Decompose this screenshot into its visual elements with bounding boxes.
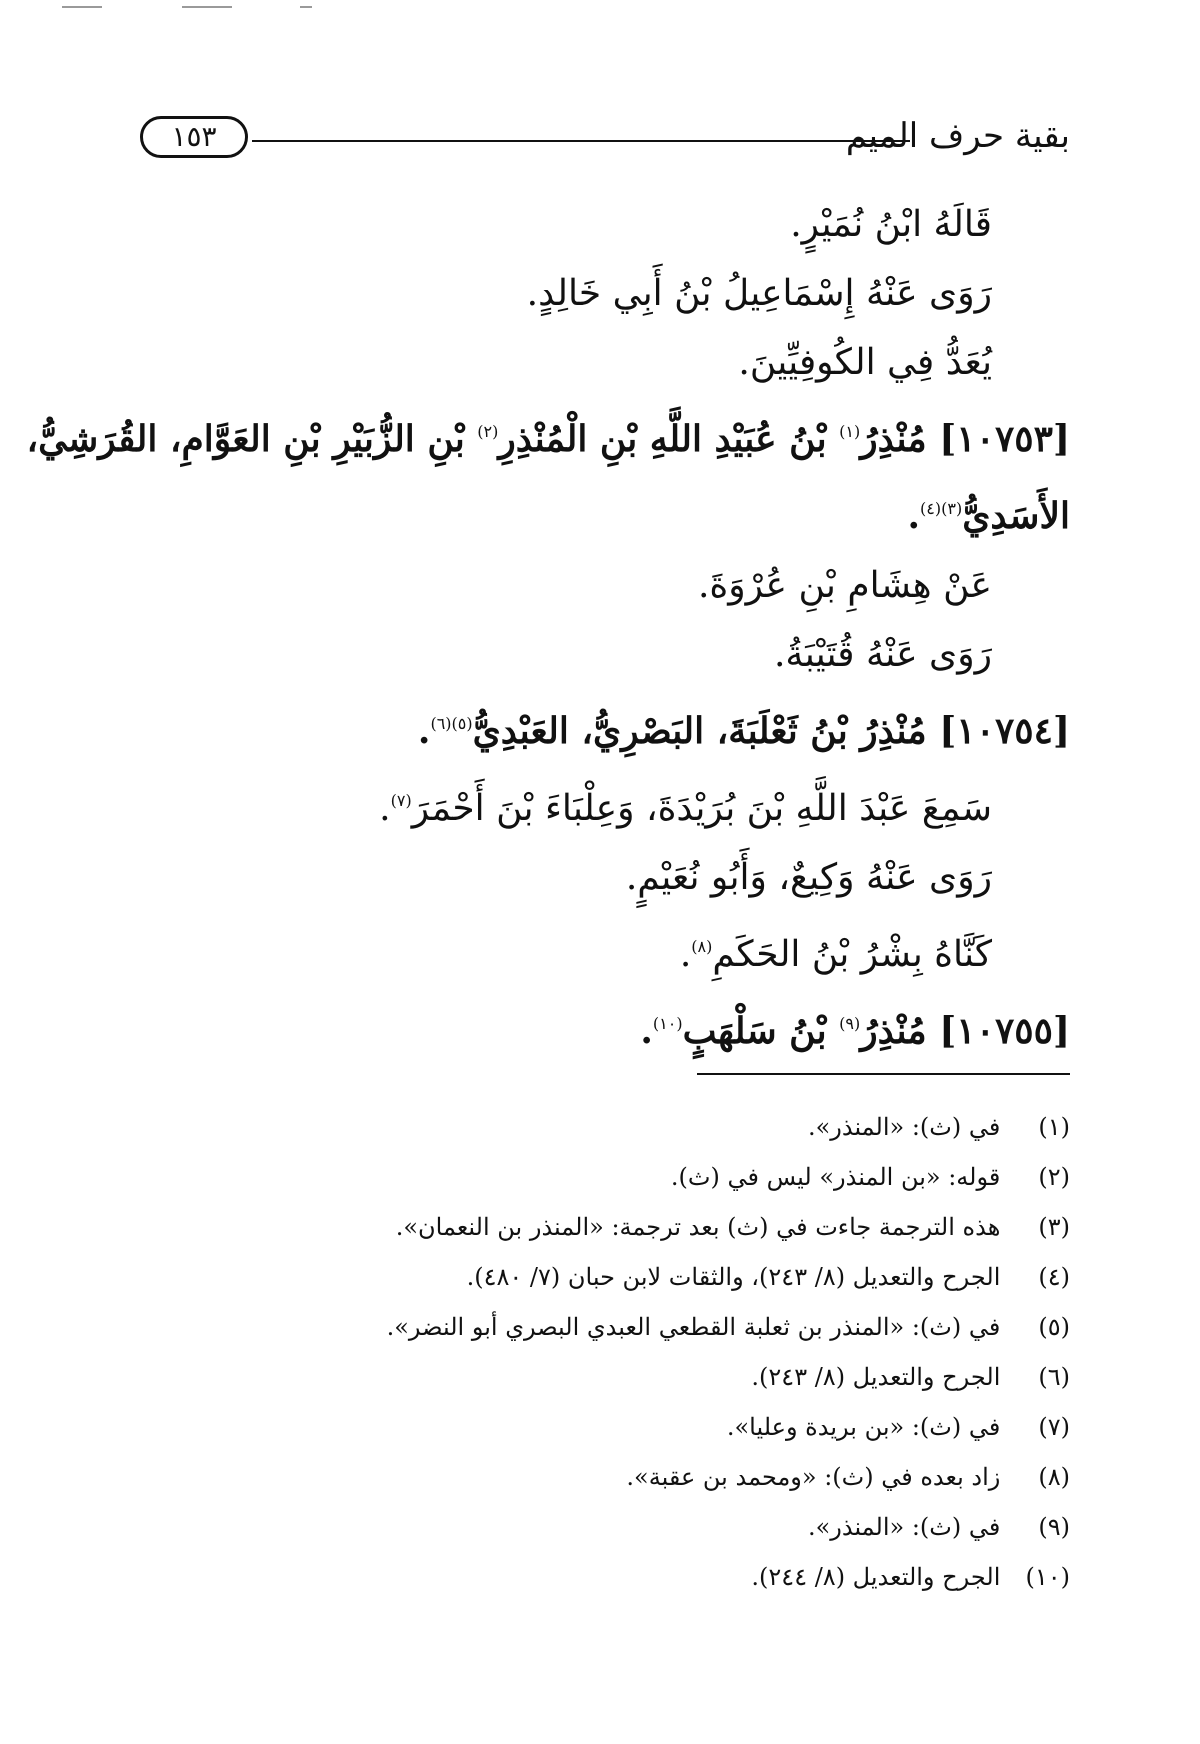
entry-name: مُنْذِرُ [860,1010,927,1052]
text-segment: كَنَّاهُ بِشْرُ بْنُ الحَكَمِ [712,934,992,975]
page-number: ١٥٣ [140,116,248,158]
entry-name: بْنُ عُبَيْدِ اللَّهِ بْنِ الْمُنْذِرِ [498,418,827,460]
footnote-separator [697,1073,1070,1075]
footnote-number: (١) [1038,1113,1070,1141]
entry-name: الأَسَدِيُّ [962,495,1070,537]
footnote-number: (٥) [1038,1313,1070,1341]
footnote-text: الجرح والتعديل (٨/ ٢٤٤). [751,1563,1001,1591]
entry-name: بْنِ الزُّبَيْرِ بْنِ العَوَّامِ، القُرَشِيُّ، [26,418,465,460]
text-line: رَوَى عَنْهُ إِسْمَاعِيلُ بْنُ أَبِي خَالِدٍ. [526,273,992,314]
footnote [140,1452,1070,1502]
footnote-number: (١٠) [1025,1563,1070,1591]
entry-end: . [417,710,431,752]
entry-10755 [140,989,1070,1066]
text-line: رَوَى عَنْهُ وَكِيعٌ، وَأَبُو نُعَيْمٍ. [625,857,992,898]
footnote-number: (٦) [1038,1363,1070,1391]
footnote-number: (٢) [1038,1163,1070,1191]
footnote-number: (٨) [1038,1463,1070,1491]
footnote [140,1302,1070,1352]
footnote-number: (٤) [1038,1263,1070,1291]
entry-name: بْنُ سَلْهَبٍ [682,1010,827,1052]
main-text [26,190,1070,1066]
entry-10754 [140,689,1070,766]
footnotes [140,1102,1070,1602]
scan-edge-marks [0,0,1200,20]
header-rule [252,140,910,142]
footnote-text: قوله: «بن المنذر» ليس في (ث). [670,1163,1001,1191]
entry-number: [١٠٧٥٥] [939,1010,1070,1052]
footnote [140,1102,1070,1152]
footnote-text: زاد بعده في (ث): «ومحمد بن عقبة». [626,1463,1001,1491]
entry-end: . [907,495,921,537]
footnote [140,1502,1070,1552]
footnote-ref: (٧) [390,791,412,810]
footnote-ref: (٥)(٦) [430,714,473,733]
text-line: يُعَدُّ فِي الكُوفِيِّينَ. [738,342,992,383]
footnote-ref: (١٠) [652,1014,683,1033]
footnote-text: في (ث): «المنذر بن ثعلبة القطعي العبدي البصري أبو النضر». [386,1313,1001,1341]
footnote-ref: (٣)(٤) [920,499,963,518]
text-end: . [679,934,692,975]
footnote-number: (٩) [1038,1513,1070,1541]
entry-end: . [640,1010,653,1052]
footnote-number: (٧) [1038,1413,1070,1441]
text-line: عَنْ هِشَامِ بْنِ عُرْوَةَ. [697,565,992,606]
footnote-ref: (٩) [839,1014,861,1033]
footnote-text: الجرح والتعديل (٨/ ٢٤٣)، والثقات لابن حبان (٧/ ٤٨٠). [466,1263,1001,1291]
footnote-text: في (ث): «بن بريدة وعليا». [726,1413,1001,1441]
text-segment: سَمِعَ عَبْدَ اللَّهِ بْنَ بُرَيْدَةَ، وَعِلْبَاءَ بْنَ أَحْمَرَ [411,788,992,829]
entry-number: [١٠٧٥٤] [939,710,1070,752]
text-line: قَالَهُ ابْنُ نُمَيْرٍ. [790,204,992,245]
footnote [140,1402,1070,1452]
footnote [140,1152,1070,1202]
text-line-kannahu [140,912,1070,989]
entry-10753-cont [140,474,1070,551]
entry-name: مُنْذِرُ [860,418,927,460]
footnote-number: (٣) [1038,1213,1070,1241]
footnote-text: في (ث): «المنذر». [807,1113,1001,1141]
footnote-text: الجرح والتعديل (٨/ ٢٤٣). [751,1363,1001,1391]
text-line-samia [140,766,1070,843]
text-line: رَوَى عَنْهُ قُتَيْبَةُ. [773,634,992,675]
entry-name: مُنْذِرُ بْنُ ثَعْلَبَةَ، البَصْرِيُّ، العَبْدِيُّ [472,710,927,752]
footnote-ref: (٨) [691,937,713,956]
footnote-ref: (٢) [477,422,499,441]
footnote [140,1352,1070,1402]
footnote [140,1552,1070,1602]
text-end: . [379,788,391,829]
footnote [140,1202,1070,1252]
footnote-text: هذه الترجمة جاءت في (ث) بعد ترجمة: «المنذر بن النعمان». [395,1213,1001,1241]
footnote [140,1252,1070,1302]
entry-number: [١٠٧٥٣] [939,418,1070,460]
page-header [140,112,1070,172]
footnote-ref: (١) [839,422,861,441]
footnote-text: في (ث): «المنذر». [807,1513,1001,1541]
running-title: بقية حرف الميم [845,116,1070,156]
entry-10753 [26,397,1070,474]
